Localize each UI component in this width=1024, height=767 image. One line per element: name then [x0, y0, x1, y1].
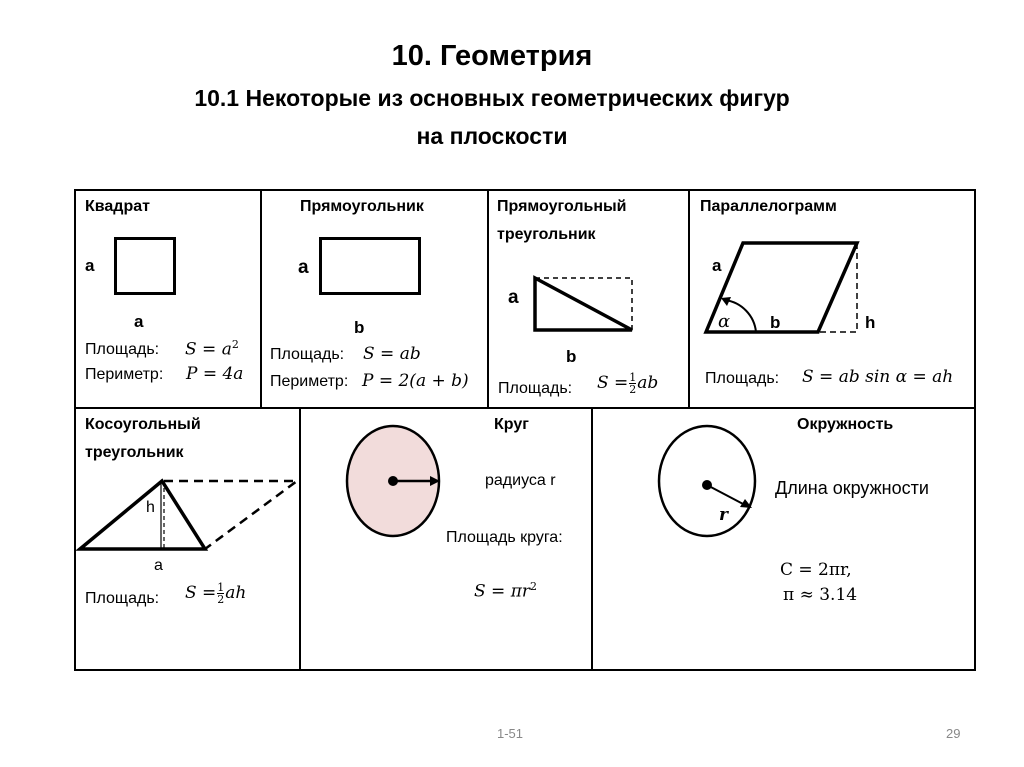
right-triangle-heading-line1: Прямоугольный — [497, 198, 627, 215]
rectangle-heading: Прямоугольник — [300, 198, 424, 215]
circumference-length-label: Длина окружности — [775, 478, 929, 498]
page-subtitle-line2: на плоскости — [416, 123, 568, 149]
parallelogram-side-a-label: a — [712, 256, 722, 275]
rectangle-perimeter-formula: P = 2(a + b) — [362, 371, 469, 391]
parallelogram-area-label: Площадь: — [705, 370, 780, 387]
parallelogram-side-b-label: b — [770, 313, 781, 332]
circumference-formula: C = 2πr, — [780, 560, 852, 580]
rectangle-perimeter-label: Периметр: — [270, 373, 349, 390]
circumference-radius-label: r — [719, 505, 728, 525]
right-triangle-heading-line2: треугольник — [497, 226, 596, 243]
page-number: 29 — [946, 726, 961, 741]
parallelogram-height-label: h — [865, 313, 876, 332]
square-perimeter-formula: P = 4a — [186, 364, 244, 384]
oblique-triangle-height-label: h — [146, 499, 155, 516]
right-triangle-side-bottom-label: b — [566, 347, 577, 366]
rectangle-side-left-label: a — [298, 257, 309, 278]
square-area-formula: $S = a^2$ — [185, 338, 239, 360]
square-side-bottom-label: a — [134, 312, 144, 331]
oblique-triangle-base-label: a — [154, 557, 163, 574]
oblique-triangle-area-label: Площадь: — [85, 590, 160, 607]
right-triangle-area-label: Площадь: — [498, 380, 573, 397]
circumference-heading: Окружность — [797, 416, 894, 433]
rectangle-area-formula: S = ab — [363, 344, 421, 364]
rectangle-side-bottom-label: b — [354, 318, 365, 337]
oblique-triangle-heading-line2: треугольник — [85, 444, 184, 461]
parallelogram-angle-label: α — [718, 311, 731, 332]
oblique-triangle-heading-line1: Косоугольный — [85, 416, 201, 433]
circumference-pi-approx: π ≈ 3.14 — [783, 585, 858, 605]
page-title: 10. Геометрия — [391, 40, 593, 72]
parallelogram-heading: Параллелограмм — [700, 198, 837, 215]
oblique-triangle-area-formula: S = $\frac{1}{2}$ ah — [185, 581, 247, 606]
right-triangle-area-formula: S = $\frac{1}{2}$ ab — [597, 371, 659, 396]
parallelogram-area-formula: S = ab sin α = ah — [802, 367, 954, 387]
square-perimeter-label: Периметр: — [85, 366, 164, 383]
page-subtitle-line1: 10.1 Некоторые из основных геометрических фигур — [194, 85, 790, 111]
circle-radius-text: радиуса r — [485, 472, 556, 489]
circle-area-label: Площадь круга: — [446, 529, 563, 546]
circle-area-formula: $S = \pi r^2$ — [474, 580, 537, 602]
square-side-left-label: a — [85, 256, 95, 275]
right-triangle-side-left-label: a — [508, 287, 519, 308]
circle-heading: Круг — [494, 416, 529, 433]
square-heading: Квадрат — [85, 198, 150, 215]
rectangle-area-label: Площадь: — [270, 346, 345, 363]
slide-range: 1-51 — [497, 726, 524, 741]
square-area-label: Площадь: — [85, 341, 160, 358]
